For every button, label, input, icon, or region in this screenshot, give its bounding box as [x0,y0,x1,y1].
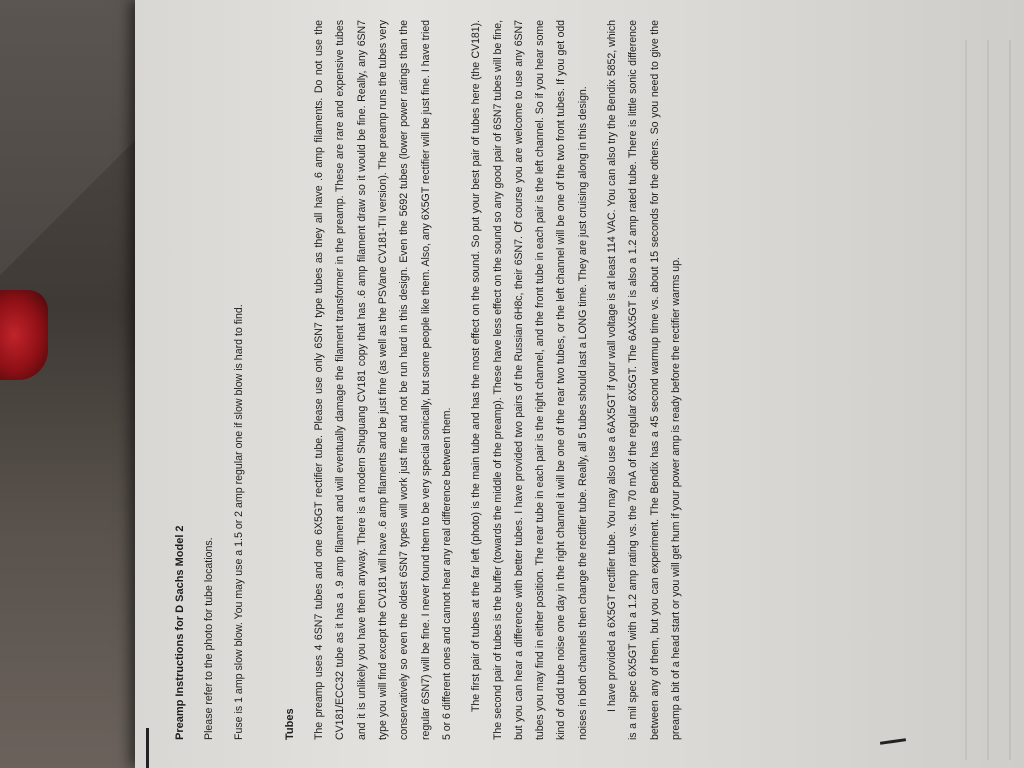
section-heading: Tubes [283,708,296,740]
pen-mark [146,728,149,768]
instruction-document [170,20,820,740]
document-title: Preamp Instructions for D Sachs Model 2 [174,525,186,740]
red-cloth [0,290,48,380]
paragraph-tubes: The preamp uses 4 6SN7 tubes and one 6X5GT rectifier tube. Please use only 6SN7 type tubes as they all have .6 amp filaments. Do not use the CV181/ECC32 tube as it has a .9 amp filament and will eventually damage the filament transformer in the preamp. These are rare and expensive tubes and it is unlikely you have them anyway. There is a modern Shuguang CV181 copy that has .6 amp filament draw so it would be fine. Really, any 6SN7 type you will find except the CV181 will have .6 amp filaments and be just fine (as well as the PSVane CV181-TII version). The preamp runs the tubes very conservatively so even the oldest 6SN7 types will work just fine and not be run hard in this design. Even the 5692 tubes (lower power ratings than the regular 6SN7) will be fine. I never found them to be very special sonically, but some people like them. Also, any 6X5GT rectifier will be just fine. I have tried 5 or 6 different ones and cannot hear any real difference between them. [313,20,453,740]
paragraph-rectifier: I have provided a 6X5GT rectifier tube. You may also use a 6AX5GT if your wall voltage is at least 114 VAC. You can also try the Bendix 5852, which is a mil spec 6X5GT with a 1.2 amp rating vs. the 70 mA of the regular 6X5GT. The 6AX5GT is also a 1.2 amp rated tube. There is little sonic difference between any of them, but you can experiment. The Bendix has a 45 second warmup time vs. about 15 seconds for the others. So you need to give the preamp a bit of a head start or you will get hum if your power amp is ready before the rectifier warms up. [606,20,682,740]
floor-background [0,0,150,768]
bleed-through-text [965,40,1024,760]
paragraph-tube-pairs: The first pair of tubes at the far left (photo) is the main tube and has the most effect on the sound. So put your best pair of tubes here (the CV181). The second pair of tubes is the buffer (towards the middle of the preamp). These have less effect on the sound so any good pair of 6SN7 tubes will be fine, but you can hear a difference with better tubes. I have provided two pairs of the Russian 6H8c, their 6SN7. Of course you are welcome to use any 6SN7 tubes you may find in either position. The rear tube in each pair is the right channel, and the front tube in each pair is the left channel. So if you hear some kind of odd tube noise one day in the right channel it will be one of the rear two tubes, or the left channel will be one of the two front tubes. If you get odd noises in both channels then change the rectifier tube. Really, all 5 tubes should last a LONG time. They are just cruising along in this design. [470,20,589,740]
fuse-note: Fuse is 1 amp slow blow. You may use a 1.5 or 2 amp regular one if slow blow is hard to find. [232,304,245,740]
photo-note: Please refer to the photo for tube locations. [203,537,216,740]
